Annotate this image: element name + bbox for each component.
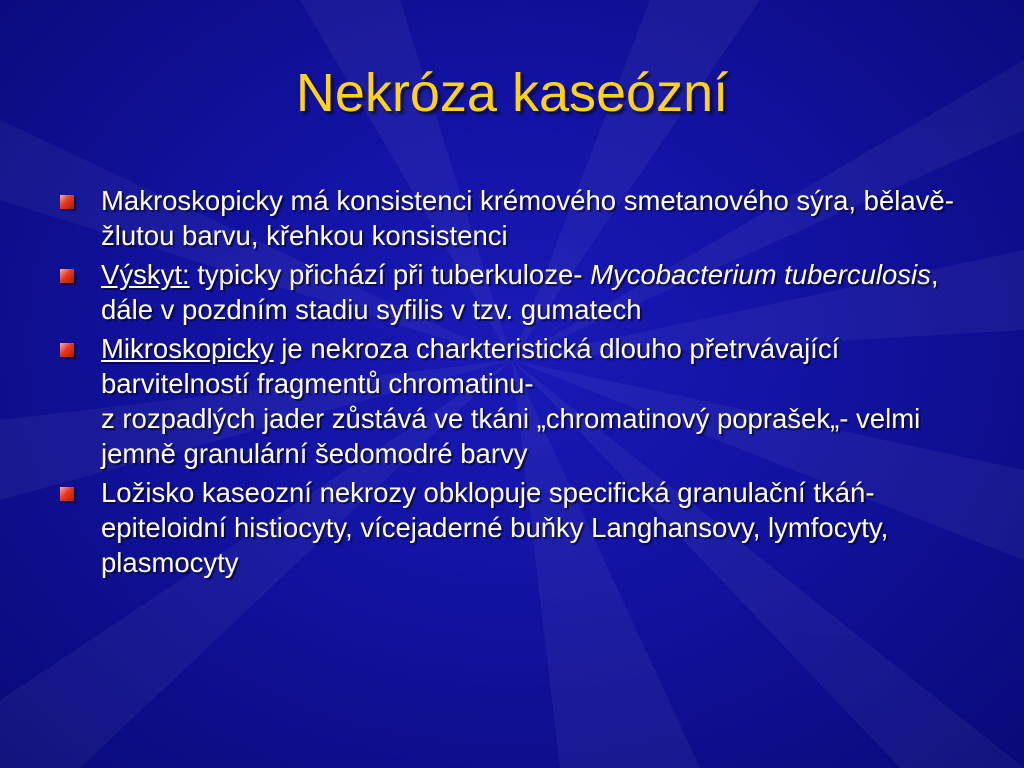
bullet-square-icon — [60, 269, 74, 283]
bullet-text: typicky přichází při tuberkuloze- — [189, 259, 591, 290]
bullet-list — [58, 183, 970, 584]
bullet-text: je nekroza charkteristická dlouho přetrvávající barvitelností fragmentů chromatinu- — [101, 333, 840, 399]
bullet-item — [58, 257, 970, 327]
bullet-square-icon — [60, 343, 74, 357]
bullet-item — [58, 331, 970, 471]
bullet-item — [58, 475, 970, 580]
bullet-text: , dále v pozdním stadiu syfilis v tzv. gumatech — [101, 259, 939, 325]
bullet-text: Makroskopicky má konsistenci krémového smetanového sýra, bělavě-žlutou barvu, křehkou konsistenci — [101, 185, 954, 251]
slide-title: Nekróza kaseózní — [295, 63, 729, 123]
bullet-label: Mikroskopicky — [101, 333, 274, 364]
bullet-square-icon — [60, 195, 74, 209]
bullet-item — [58, 183, 970, 253]
bullet-square-icon — [60, 487, 74, 501]
bullet-italic-term: Mycobacterium tuberculosis — [590, 259, 931, 290]
bullet-label: Výskyt: — [101, 259, 190, 290]
bullet-text: z rozpadlých jader zůstává ve tkáni „chromatinový poprašek„- velmi jemně granulární šedomodré barvy — [101, 403, 921, 469]
bullet-text: Ložisko kaseozní nekrozy obklopuje specifická granulační tkáń-epiteloidní histiocyty, vícejaderné buňky Langhansovy, lymfocyty, plasmocyty — [101, 477, 889, 578]
